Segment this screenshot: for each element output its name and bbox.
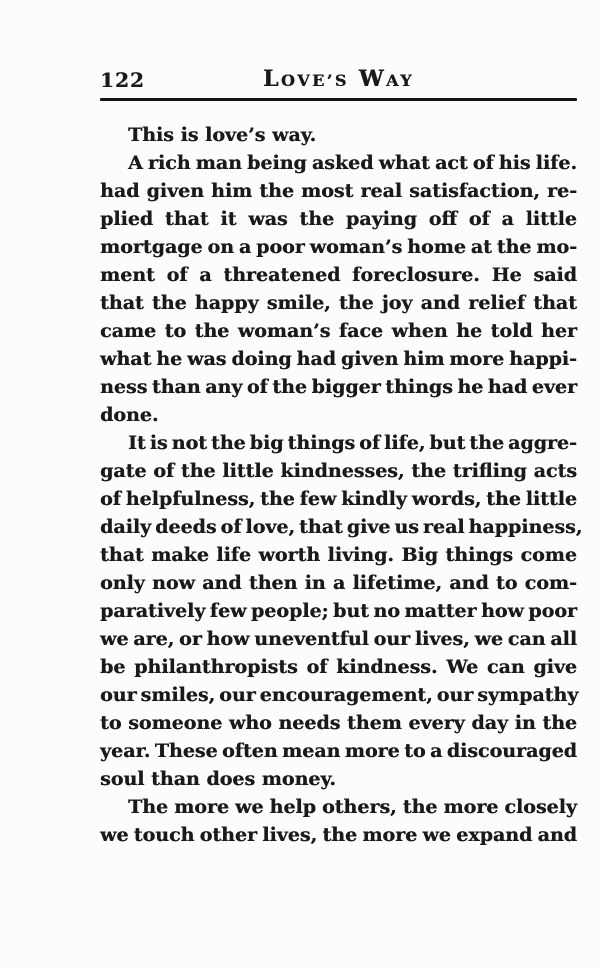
word: acts xyxy=(533,460,577,482)
word: any xyxy=(205,376,243,398)
word: ment xyxy=(100,264,155,286)
word: be xyxy=(100,656,126,678)
word: mo- xyxy=(536,236,577,258)
word: or xyxy=(179,628,202,650)
word: the xyxy=(338,292,374,314)
word: the xyxy=(260,488,295,510)
word: more xyxy=(344,740,400,762)
word: people; xyxy=(250,600,329,622)
word: he xyxy=(156,348,183,370)
word: few xyxy=(299,488,337,510)
word: encouragement, xyxy=(259,684,433,706)
word: a xyxy=(332,572,346,594)
word: now xyxy=(152,572,195,594)
word: he xyxy=(456,320,483,342)
word: her xyxy=(541,320,577,342)
word: expand xyxy=(456,824,533,846)
word: gate xyxy=(100,460,147,482)
word: of xyxy=(153,460,175,482)
word: happy xyxy=(194,292,259,314)
word: that xyxy=(533,292,577,314)
word: woman’s xyxy=(237,320,331,342)
word: woman’s xyxy=(309,236,403,258)
word: him xyxy=(211,180,253,202)
text-line xyxy=(100,737,577,765)
word: plied xyxy=(100,208,154,230)
word: we xyxy=(100,824,129,846)
word: we xyxy=(235,796,264,818)
text-line xyxy=(100,793,577,821)
word: and xyxy=(420,292,460,314)
word: the xyxy=(151,292,187,314)
word: poor xyxy=(256,236,305,258)
text-line xyxy=(100,205,577,233)
word: big xyxy=(249,432,284,454)
word: words, xyxy=(411,488,482,510)
word: lifetime, xyxy=(352,572,442,594)
word: happiness, xyxy=(468,516,583,538)
word: It xyxy=(128,432,146,454)
word: asked xyxy=(311,152,374,174)
word: more xyxy=(449,348,505,370)
text-line xyxy=(100,821,577,849)
text-line xyxy=(100,485,577,513)
word: more xyxy=(443,796,499,818)
text-line xyxy=(100,317,577,345)
word: we xyxy=(100,628,129,650)
header-rule xyxy=(100,98,577,101)
word: others, xyxy=(321,796,397,818)
word: often xyxy=(222,740,278,762)
word: at xyxy=(470,236,492,258)
word: aggre- xyxy=(508,432,577,454)
word: that xyxy=(100,544,144,566)
word: when xyxy=(391,320,448,342)
word: in xyxy=(304,572,326,594)
text-line xyxy=(100,233,577,261)
word: but xyxy=(429,432,466,454)
page-header xyxy=(100,66,577,92)
word: the xyxy=(259,180,294,202)
running-title-initial: W xyxy=(358,66,387,92)
word: that xyxy=(164,208,209,230)
word: mortgage xyxy=(100,236,203,258)
word: love, xyxy=(245,516,296,538)
word: real xyxy=(422,516,465,538)
word: man xyxy=(195,152,242,174)
word: can xyxy=(507,628,546,650)
word: help xyxy=(269,796,316,818)
page-number: 122 xyxy=(100,68,145,92)
word: discouraged xyxy=(446,740,577,762)
text-line xyxy=(100,625,577,653)
word: kindly xyxy=(341,488,407,510)
word: Big xyxy=(401,544,438,566)
running-title-smallcaps: AY xyxy=(386,71,415,90)
word: someone xyxy=(128,712,223,734)
word: come xyxy=(520,544,577,566)
word: ever xyxy=(531,376,577,398)
text-line xyxy=(100,177,577,205)
word: little xyxy=(525,208,577,230)
word: given xyxy=(146,180,204,202)
word: kindnesses, xyxy=(280,460,405,482)
word: given xyxy=(340,348,399,370)
word: no xyxy=(373,600,400,622)
page-body xyxy=(100,121,583,849)
word: the xyxy=(194,320,230,342)
word: touch xyxy=(133,824,195,846)
word: we xyxy=(422,824,451,846)
word: his xyxy=(498,152,531,174)
word: all xyxy=(550,628,577,650)
text-line xyxy=(100,709,577,737)
text-line xyxy=(100,261,577,289)
word: poor xyxy=(528,600,577,622)
word: happi- xyxy=(509,348,577,370)
word: a xyxy=(501,208,514,230)
word: came xyxy=(100,320,157,342)
word: things xyxy=(287,432,356,454)
word: re- xyxy=(547,180,577,202)
word: and xyxy=(449,572,489,594)
word: our xyxy=(373,628,411,650)
word: worth xyxy=(258,544,321,566)
word: had xyxy=(100,180,140,202)
word: the xyxy=(210,432,246,454)
word: of xyxy=(359,432,380,454)
text-line: This is love’s way. xyxy=(128,124,317,146)
word: every xyxy=(408,712,465,734)
word: off xyxy=(428,208,457,230)
word: threatened xyxy=(223,264,341,286)
word: him xyxy=(403,348,445,370)
word: told xyxy=(490,320,533,342)
text-line xyxy=(100,289,577,317)
word: few xyxy=(209,600,247,622)
word: more xyxy=(362,824,418,846)
word: the xyxy=(272,376,307,398)
word: satisfaction, xyxy=(409,180,540,202)
text-line xyxy=(100,457,577,485)
word: is xyxy=(149,432,168,454)
word: smiles, xyxy=(140,684,216,706)
word: real xyxy=(360,180,402,202)
word: the xyxy=(299,208,335,230)
word: but xyxy=(333,600,369,622)
word: a xyxy=(199,264,212,286)
word: are, xyxy=(133,628,175,650)
word: said xyxy=(533,264,577,286)
word: A xyxy=(128,152,143,174)
word: foreclosure. xyxy=(352,264,480,286)
word: We xyxy=(446,656,479,678)
word: to xyxy=(100,712,122,734)
word: bigger xyxy=(311,376,381,398)
word: com- xyxy=(524,572,577,594)
running-title-initial: L xyxy=(262,66,281,92)
word: helpfulness, xyxy=(125,488,256,510)
word: to xyxy=(164,320,187,342)
word: and xyxy=(537,824,577,846)
word: home xyxy=(407,236,466,258)
word: face xyxy=(338,320,384,342)
word: had xyxy=(296,348,336,370)
word: of xyxy=(306,656,328,678)
word: little xyxy=(525,488,577,510)
word: life. xyxy=(535,152,577,174)
word: mean xyxy=(282,740,341,762)
text-line xyxy=(100,597,577,625)
word: the xyxy=(322,824,358,846)
word: These xyxy=(154,740,218,762)
word: to xyxy=(404,740,426,762)
text-line xyxy=(100,149,577,177)
word: a xyxy=(238,236,252,258)
word: of xyxy=(246,376,268,398)
word: kindness. xyxy=(336,656,438,678)
word: The xyxy=(128,796,169,818)
word: sympathy xyxy=(477,684,579,706)
text-line xyxy=(100,541,577,569)
text-line: soul than does money. xyxy=(100,768,336,790)
word: life, xyxy=(384,432,426,454)
word: lives, xyxy=(262,824,318,846)
word: trifling xyxy=(452,460,527,482)
word: ness xyxy=(100,376,148,398)
word: life xyxy=(216,544,251,566)
word: it xyxy=(220,208,237,230)
word: paratively xyxy=(100,600,206,622)
word: things xyxy=(445,544,514,566)
word: paying xyxy=(345,208,417,230)
word: of xyxy=(468,208,490,230)
word: act xyxy=(434,152,468,174)
word: most xyxy=(301,180,354,202)
word: the xyxy=(469,432,504,454)
word: that xyxy=(100,292,144,314)
word: our xyxy=(436,684,474,706)
word: rich xyxy=(147,152,191,174)
word: in xyxy=(514,712,536,734)
word: deeds xyxy=(155,516,217,538)
word: to xyxy=(495,572,518,594)
word: He xyxy=(491,264,522,286)
text-line xyxy=(100,681,577,709)
word: the xyxy=(542,712,577,734)
word: a xyxy=(429,740,443,762)
word: not xyxy=(171,432,207,454)
word: of xyxy=(100,488,121,510)
word: of xyxy=(220,516,242,538)
word: living. xyxy=(327,544,394,566)
word: on xyxy=(207,236,234,258)
word: he xyxy=(457,376,484,398)
word: little xyxy=(222,460,274,482)
text-line xyxy=(100,653,577,681)
word: of xyxy=(472,152,494,174)
word: the xyxy=(402,796,438,818)
word: the xyxy=(486,488,521,510)
word: needs xyxy=(278,712,341,734)
word: joy xyxy=(381,292,413,314)
word: the xyxy=(180,460,216,482)
word: was xyxy=(187,348,227,370)
word: can xyxy=(486,656,525,678)
word: other xyxy=(199,824,257,846)
word: our xyxy=(219,684,256,706)
running-title-smallcaps: OVE’S xyxy=(280,71,349,90)
text-line: done. xyxy=(100,404,159,426)
word: closely xyxy=(504,796,577,818)
text-line xyxy=(100,569,577,597)
word: us xyxy=(394,516,419,538)
word: than xyxy=(151,376,201,398)
word: relief xyxy=(468,292,525,314)
word: things xyxy=(385,376,453,398)
word: being xyxy=(247,152,307,174)
word: the xyxy=(411,460,446,482)
word: doing xyxy=(231,348,292,370)
word: the xyxy=(496,236,532,258)
word: was xyxy=(248,208,288,230)
word: and xyxy=(202,572,242,594)
word: year. xyxy=(100,740,151,762)
word: lives, xyxy=(414,628,470,650)
word: smile, xyxy=(266,292,331,314)
word: our xyxy=(100,684,137,706)
word: how xyxy=(206,628,250,650)
word: then xyxy=(248,572,298,594)
word: give xyxy=(533,656,577,678)
running-title xyxy=(100,66,577,92)
word: that xyxy=(299,516,343,538)
word: what xyxy=(378,152,430,174)
word: matter xyxy=(404,600,477,622)
text-line xyxy=(100,373,577,401)
text-line xyxy=(100,429,577,457)
word: we xyxy=(474,628,503,650)
word: them xyxy=(346,712,402,734)
word: what xyxy=(100,348,152,370)
word: of xyxy=(166,264,188,286)
word: only xyxy=(100,572,145,594)
word: make xyxy=(151,544,209,566)
word: daily xyxy=(100,516,152,538)
word: who xyxy=(228,712,272,734)
word: how xyxy=(480,600,524,622)
word: day xyxy=(471,712,508,734)
word: philanthropists xyxy=(134,656,298,678)
text-line xyxy=(100,345,577,373)
word: had xyxy=(487,376,528,398)
word: uneventful xyxy=(254,628,369,650)
text-line xyxy=(100,513,583,541)
word: give xyxy=(346,516,391,538)
word: more xyxy=(174,796,229,818)
